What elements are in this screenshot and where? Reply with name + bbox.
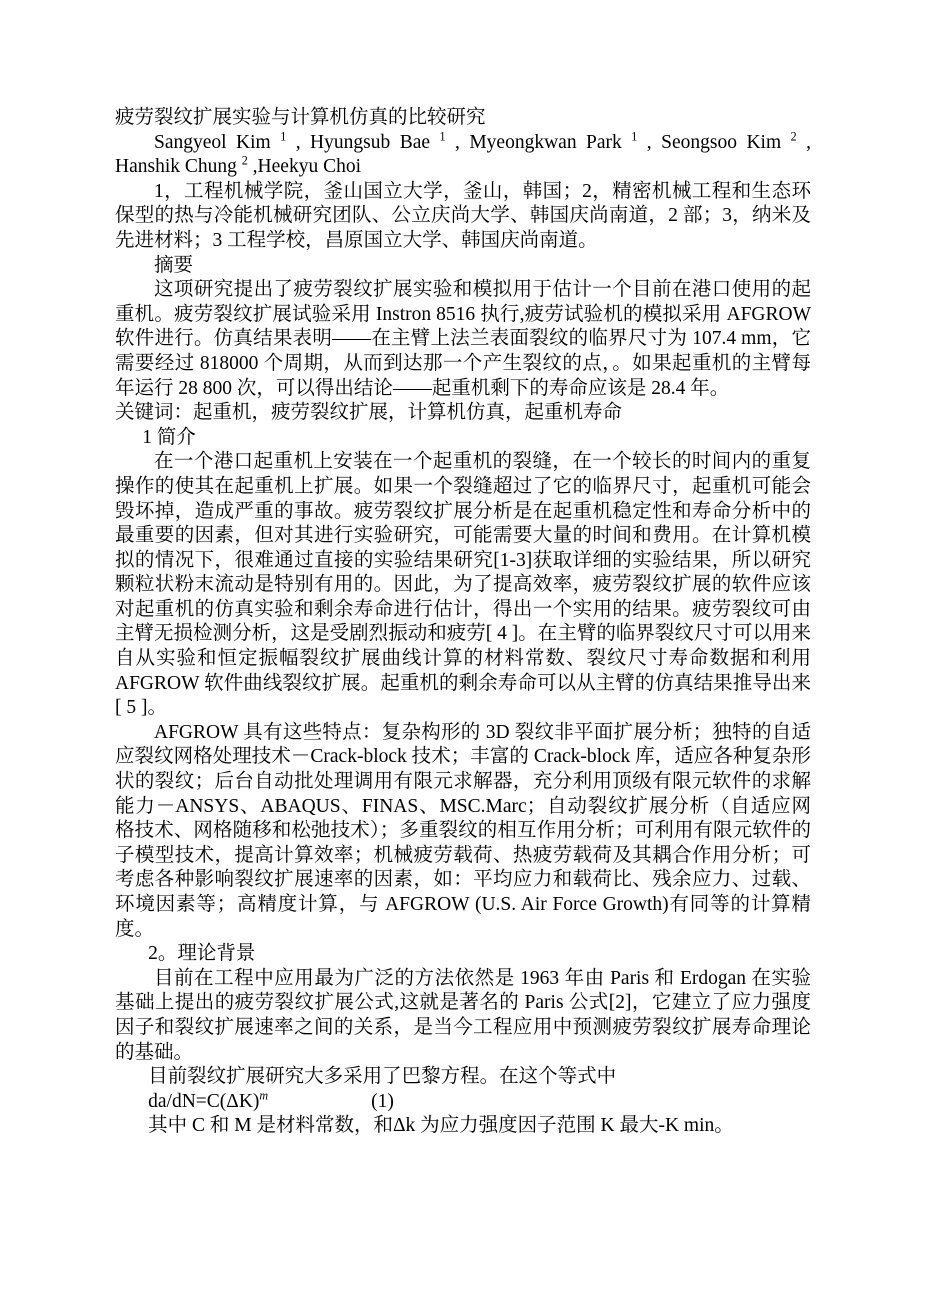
abstract-text: 这项研究提出了疲劳裂纹扩展实验和模拟用于估计一个目前在港口使用的起重机。疲劳裂纹扩展试验采用 Instron 8516 执行,疲劳试验机的模拟采用 AFGROW 软件进行。仿真结果表明——在主臂上法兰表面裂纹的临界尺寸为 107.4 mm，它需要经过 818000 个周期，从而到达那一个产生裂纹的点，。如果起重机的主臂每年运行 28 800 次，可以得出结论——起重机剩下的寿命应该是 28.4 年。 [115,279,811,399]
author-affiliation-superscript: 1 [631,129,638,144]
section-2-paragraph-2: 目前裂纹扩展研究大多采用了巴黎方程。在这个等式中 [148,1066,617,1088]
author-affiliation-superscript: 1 [280,129,287,144]
section-2-paragraph-1: 目前在工程中应用最为广泛的方法依然是 1963 年由 Paris 和 Erdogan 在实验基础上提出的疲劳裂纹扩展公式,这就是著名的 Paris 公式[2]，它建立了应力强度因子和裂纹扩展速率之间的关系，是当今工程应用中预测疲劳裂纹扩展寿命理论的基础。 [115,967,811,1063]
affiliation: 1，工程机械学院，釜山国立大学，釜山，韩国；2，精密机械工程和生态环保型的热与冷能机械研究团队、公立庆尚大学、韩国庆尚南道，2 部；3，纳米及先进材料；3 工程学校，昌原国立大学、韩国庆尚南道。 [115,180,811,251]
author-affiliation-superscript: 1 [439,129,446,144]
keywords-line: 关键词：起重机，疲劳裂纹扩展，计算机仿真，起重机寿命 [115,402,623,424]
equation-exponent: m [259,1088,269,1103]
author-line: Sangyeol Kim $^1$ , Hyungsub Bae $^1$ , Myeongkwan Park $^1$ , Seongsoo Kim $^2$ , Hanshik Chung $^2$ ,Heekyu Choi [115,129,811,178]
section-1-paragraph-1: 在一个港口起重机上安装在一个起重机的裂缝，在一个较长的时间内的重复操作的使其在起重机上扩展。如果一个裂缝超过了它的临界尺寸，起重机可能会毁坏掉，造成严重的事故。疲劳裂纹扩展分析是在起重机稳定性和寿命分析中的最重要的因素，但对其进行实验研究，可能需要大量的时间和费用。在计算机模拟的情况下，很难通过直接的实验结果研究[1-3]获取详细的实验结果，所以研究颗粒状粉末流动是特别有用的。因此，为了提高效率，疲劳裂纹扩展的软件应该对起重机的仿真实验和剩余寿命进行估计，得出一个实用的结果。疲劳裂纹可由主臂无损检测分析，这是受剧烈振动和疲劳[ 4 ]。在主臂的临界裂纹尺寸可以用来自从实验和恒定振幅裂纹扩展曲线计算的材料常数、裂纹尺寸寿命数据和利用AFGROW 软件曲线裂纹扩展。起重机的剩余寿命可以从主臂的仿真结果推导出来[ 5 ]。 [115,451,811,719]
author-affiliation-superscript: 2 [790,129,797,144]
equation-lhs: da/dN=C(ΔK) [148,1090,260,1112]
section-1-heading: 1 简介 [142,426,196,448]
abstract-heading: 摘要 [154,254,194,276]
equation-1 [115,1090,811,1115]
equation-note: 其中 C 和 M 是材料常数，和Δk 为应力强度因子范围 K 最大-K min。 [148,1115,734,1137]
section-1-paragraph-2: AFGROW 具有这些特点：复杂构形的 3D 裂纹非平面扩展分析；独特的自适应裂纹网格处理技术－Crack-block 技术；丰富的 Crack-block 库，适应各种复杂形状的裂纹；后台自动批处理调用有限元求解器，充分利用顶级有限元软件的求解能力－ANSYS、ABAQUS、FINAS、MSC.Marc；自动裂纹扩展分析（自适应网格技术、网格随移和松弛技术）；多重裂纹的相互作用分析；可利用有限元软件的子模型技术，提高计算效率；机械疲劳载荷、热疲劳载荷及其耦合作用分析；可考虑各种影响裂纹扩展速率的因素，如：平均应力和载荷比、残余应力、过载、环境因素等；高精度计算，与 AFGROW (U.S. Air Force Growth)有同等的计算精度。 [115,721,811,940]
author-affiliation-superscript: 2 [241,153,248,168]
page-title: 疲劳裂纹扩展实验与计算机仿真的比较研究 [115,107,486,128]
equation-number: (1) [371,1090,394,1112]
section-2-heading: 2。理论背景 [148,943,256,965]
